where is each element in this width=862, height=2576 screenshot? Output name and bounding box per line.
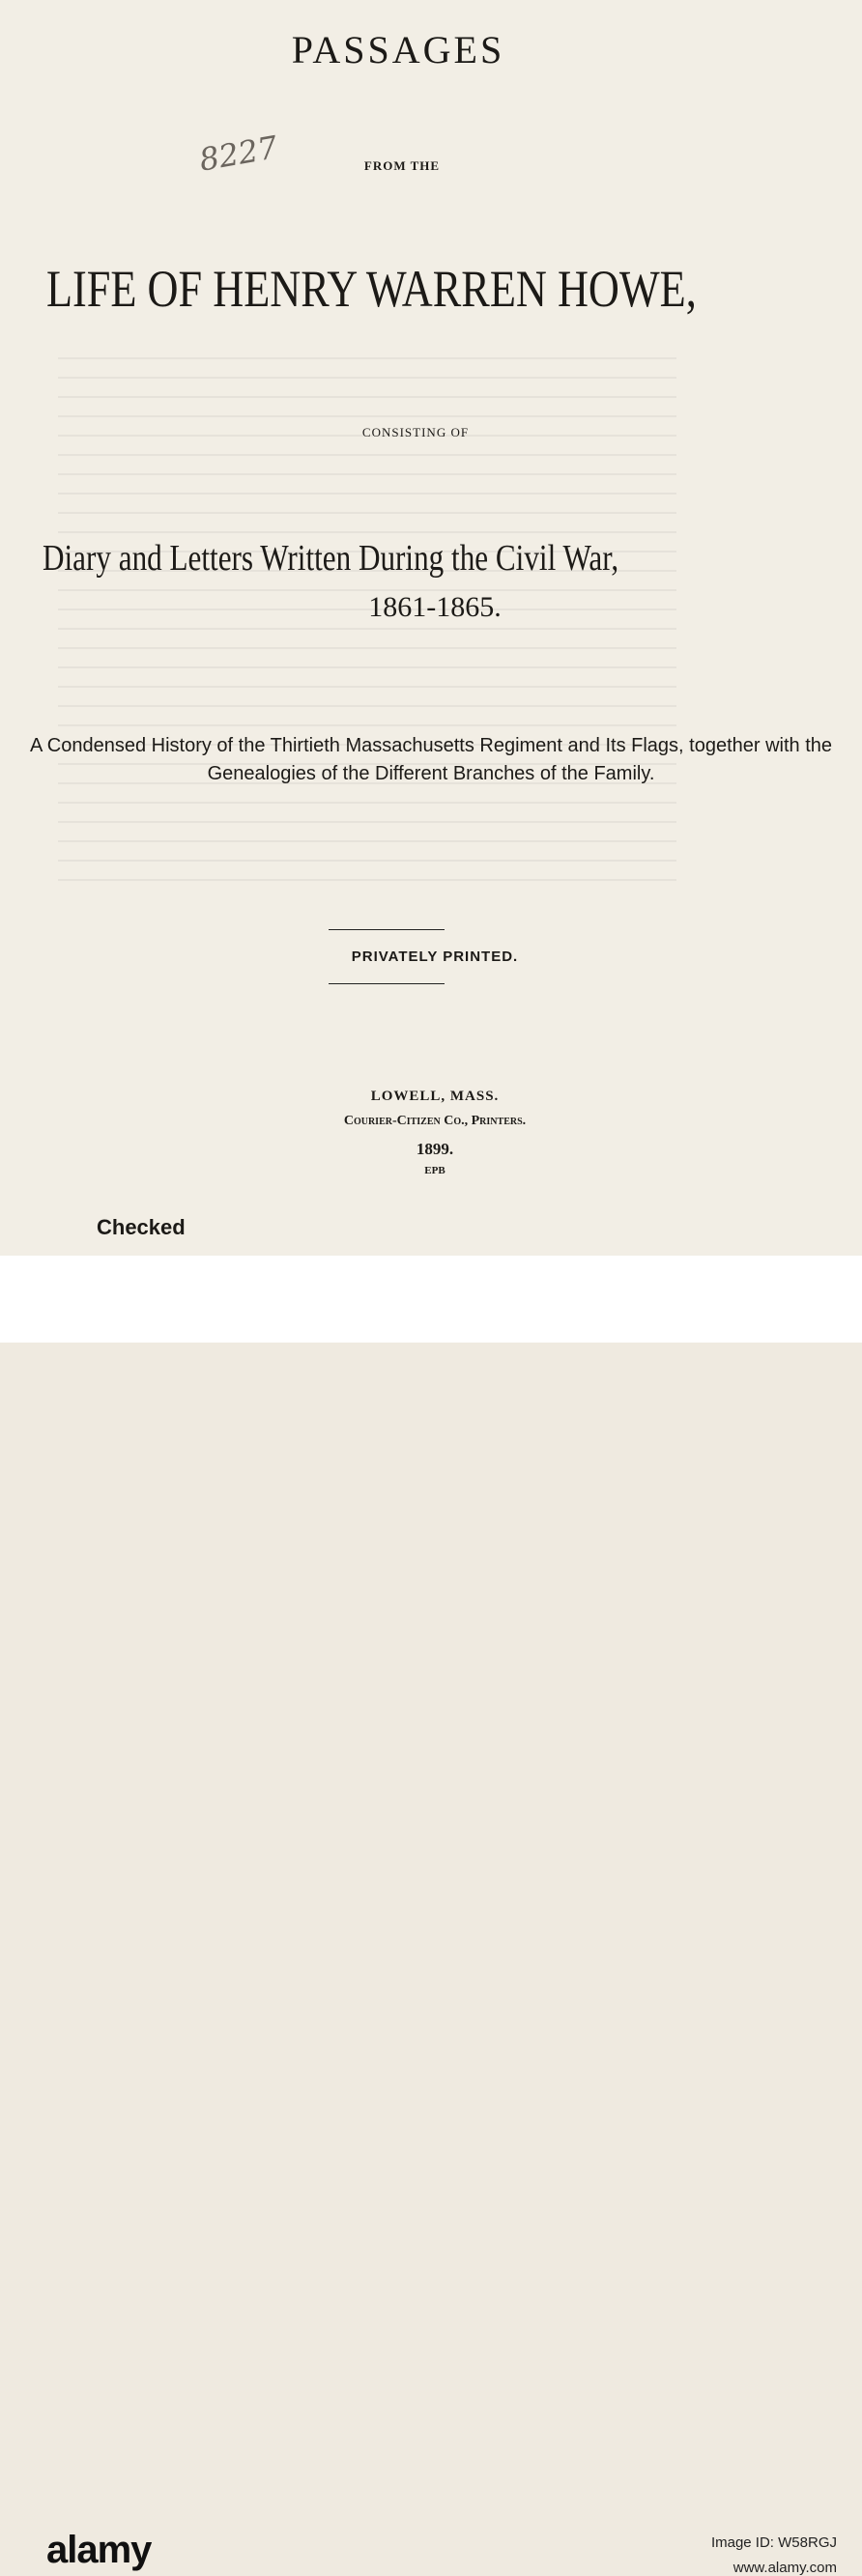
condensed-history-text: A Condensed History of the Thirtieth Massachusetts Regiment and Its Flags, together with the Genealogies of the Different Branches of the Family. xyxy=(29,735,833,784)
subtitle-years: 1861-1865. xyxy=(368,591,502,623)
consisting-of-text: CONSISTING OF xyxy=(361,425,470,439)
imprint-printer: Courier-Citizen Co., Printers. xyxy=(343,1114,527,1128)
handwritten-checked: Checked xyxy=(97,1215,186,1239)
main-title: LIFE OF HENRY WARREN HOWE, xyxy=(46,260,697,318)
imprint-place: LOWELL, MASS. xyxy=(370,1089,500,1104)
document-page xyxy=(0,0,862,1256)
from-the-text: FROM THE xyxy=(363,158,441,173)
site-url-text: www.alamy.com xyxy=(733,2560,837,2576)
handwritten-number: 8227 xyxy=(196,128,281,179)
privately-printed-text: PRIVATELY PRINTED. xyxy=(351,948,519,965)
divider-bottom xyxy=(329,983,445,984)
watermark-footer xyxy=(0,1256,862,2576)
imprint-year: 1899. xyxy=(416,1140,454,1158)
title-passages: PASSAGES xyxy=(291,28,505,71)
imprint-initials: EPB xyxy=(424,1165,445,1176)
divider-top xyxy=(329,929,445,930)
image-id-text: Image ID: W58RGJ xyxy=(710,2534,837,2551)
alamy-logo: alamy xyxy=(46,2529,152,2571)
subtitle-diary: Diary and Letters Written During the Civil War, xyxy=(43,538,619,579)
